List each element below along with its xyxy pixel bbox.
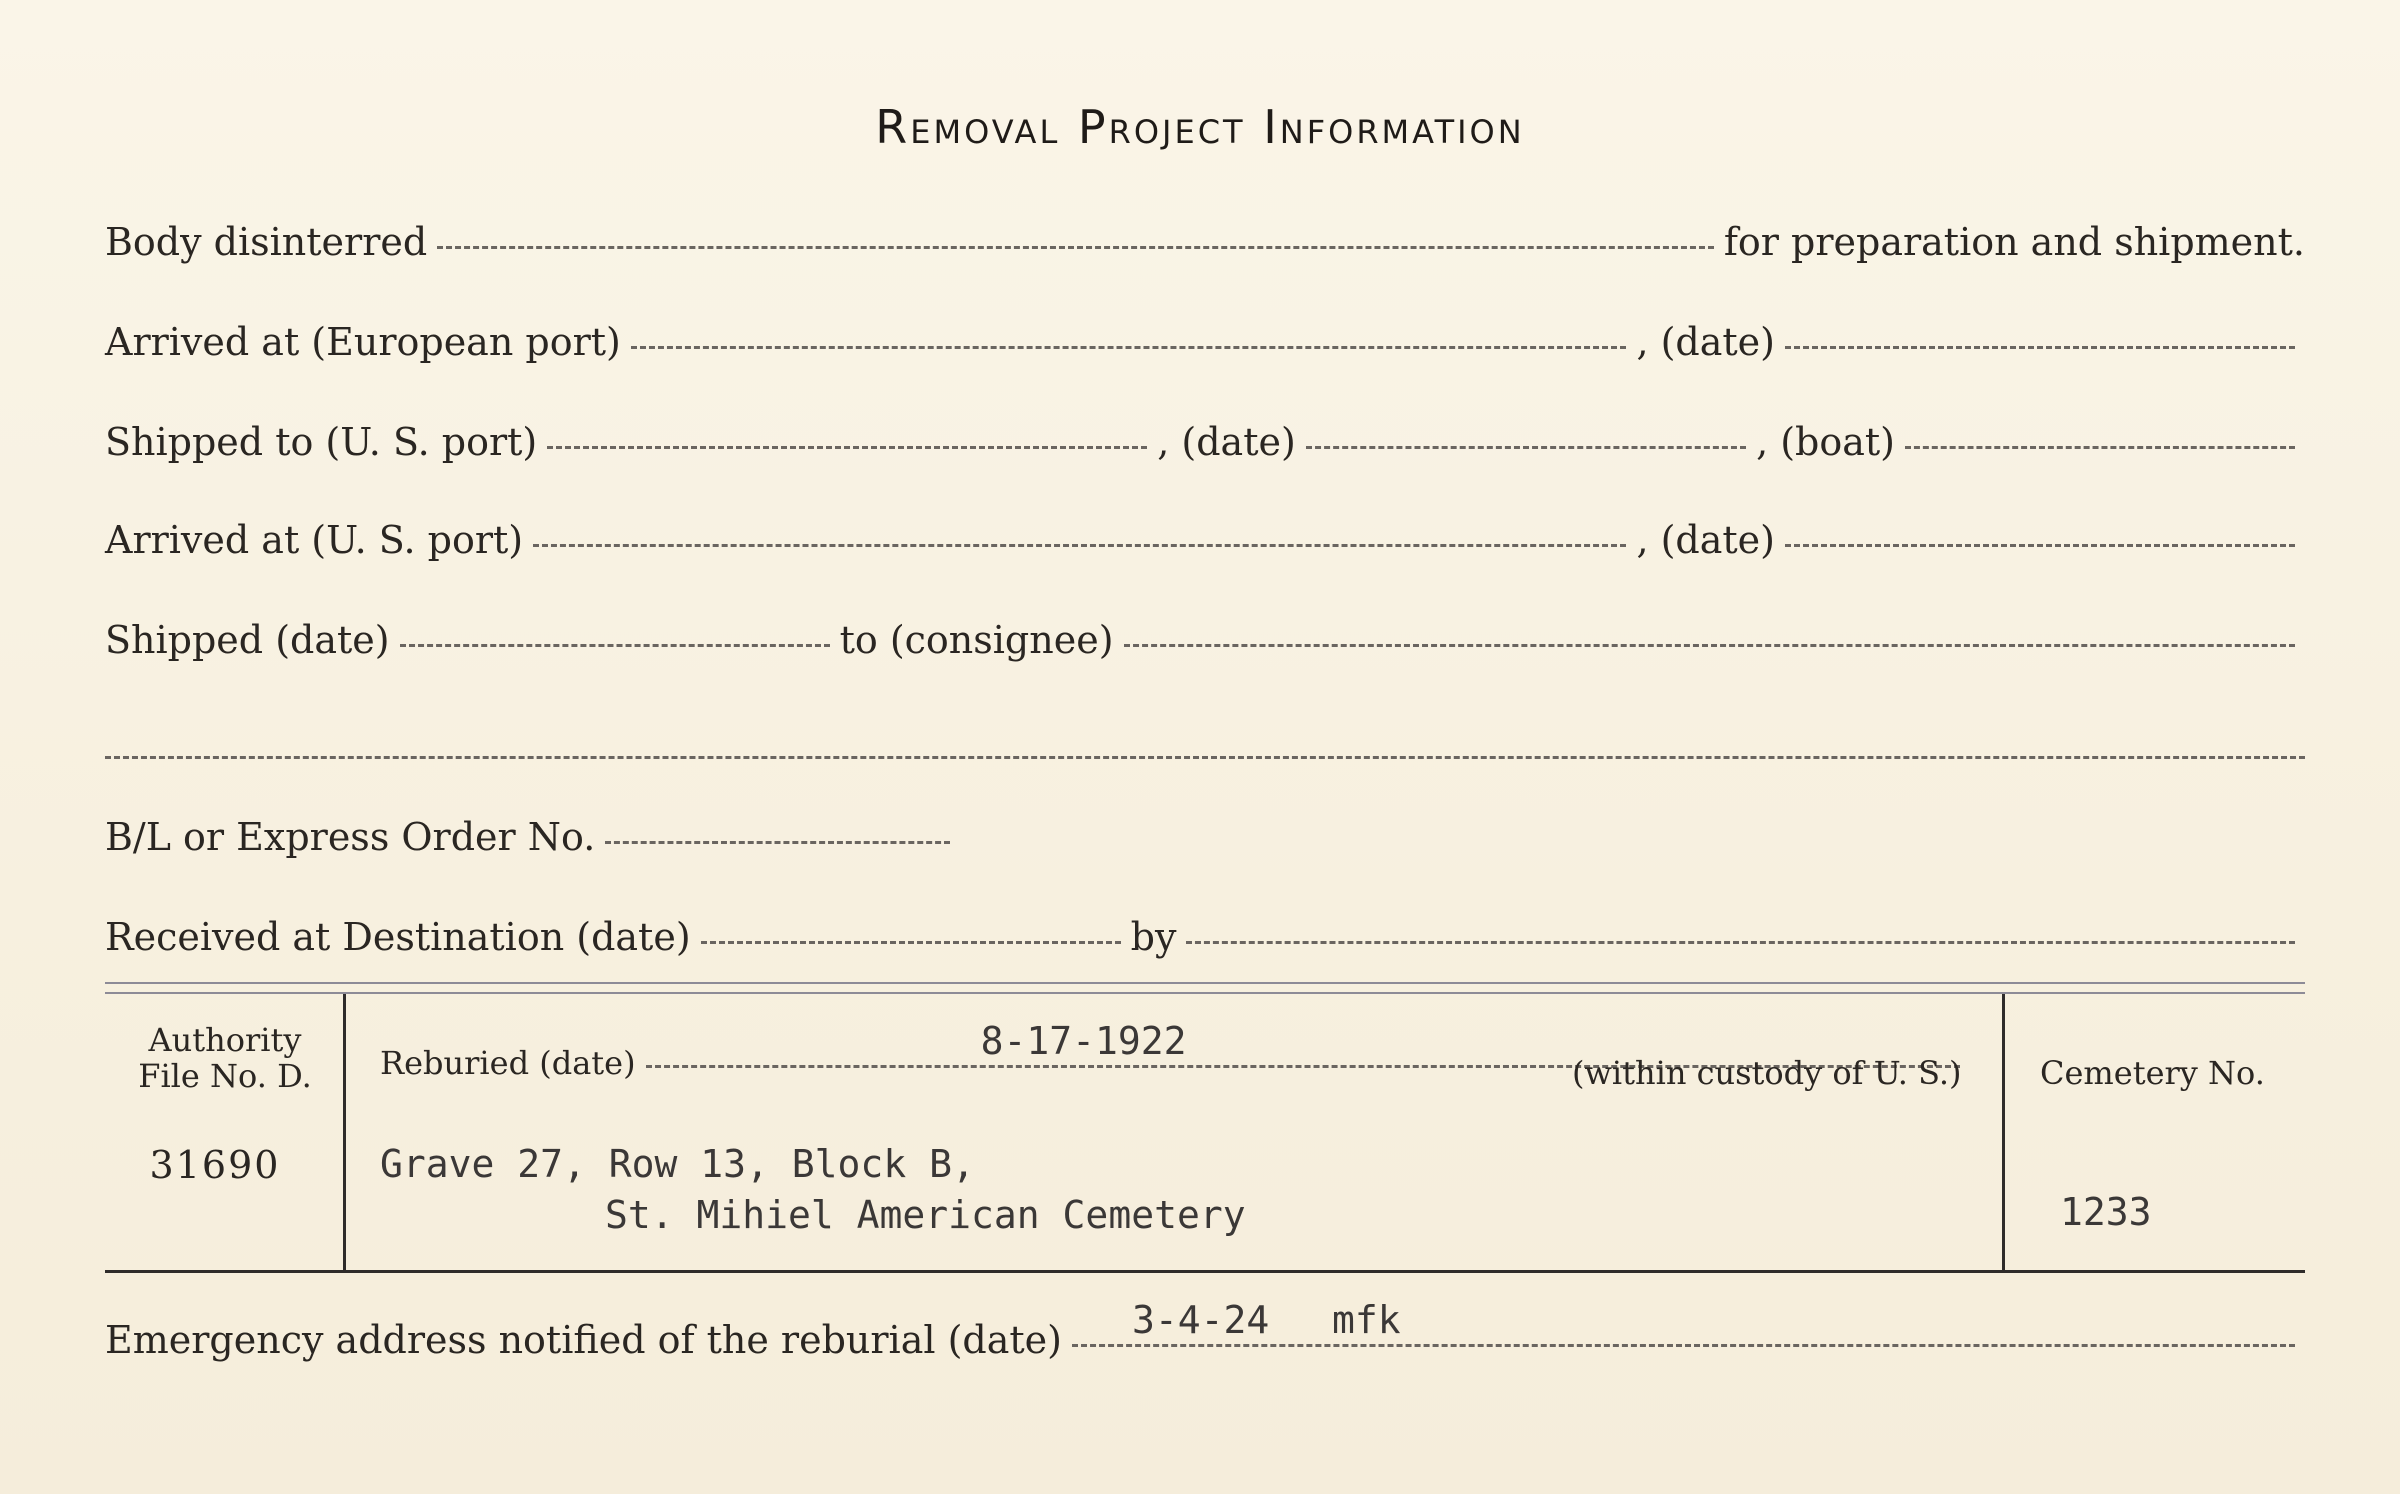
grave-location-line2: St. Mihiel American Cemetery [605,1193,1246,1237]
authority-label-line2: File No. D. [138,1057,312,1095]
column-divider-left [343,994,346,1270]
column-divider-right [2002,994,2005,1270]
arrived-european-field [631,345,1627,349]
row-arrived-us [105,518,2305,562]
received-by-field [1186,940,2295,944]
shipped-us-boat-label: , (boat) [1756,420,1895,464]
shipped-us-port-field [547,445,1147,449]
shipped-us-date-label: , (date) [1157,420,1296,464]
consignee-label: to (consignee) [839,618,1114,662]
emergency-date-value: 3-4-24 [1131,1298,1270,1342]
row-emergency [105,1298,2305,1362]
reburied-date-value: 8-17-1922 [980,1019,1187,1063]
emergency-initials: mfk [1331,1298,1401,1342]
bl-order-label: B/L or Express Order No. [105,815,596,859]
shipped-us-boat-field [1905,445,2295,449]
shipped-date-label: Shipped (date) [105,618,390,662]
body-disinterred-suffix: for preparation and shipment. [1723,220,2305,264]
authority-label [110,1022,340,1094]
custody-label: (within custody of U. S.) [1572,1054,1962,1092]
cemetery-number: 1233 [2060,1190,2152,1234]
bl-order-field [605,840,950,844]
section-divider-bottom [105,1270,2305,1273]
row-shipped-us [105,420,2305,464]
arrived-european-date-field [1785,345,2295,349]
arrived-us-label: Arrived at (U. S. port) [105,518,524,562]
arrived-us-date-field [1785,543,2295,547]
row-shipped-date [105,618,2305,662]
emergency-date-field [1072,1298,2295,1347]
received-label: Received at Destination (date) [105,915,691,959]
shipped-us-label: Shipped to (U. S. port) [105,420,538,464]
received-date-field [701,940,1121,944]
section-divider-top [105,982,2305,984]
row-received [105,915,2305,959]
section-divider-top-second [105,992,2305,994]
arrived-us-date-label: , (date) [1636,518,1775,562]
authority-file-number: 31690 [149,1143,281,1187]
body-disinterred-label: Body disinterred [105,220,428,264]
body-disinterred-field [437,245,1714,249]
consignee-continuation-line [105,756,2305,759]
cemetery-label: Cemetery No. [2040,1054,2265,1092]
shipped-date-field [400,643,830,647]
consignee-field [1124,643,2295,647]
arrived-us-field [533,543,1626,547]
shipped-us-date-field [1306,445,1746,449]
row-arrived-european [105,320,2305,364]
authority-label-line1: Authority [148,1021,302,1059]
reburied-label: Reburied (date) [380,1044,636,1082]
arrived-european-label: Arrived at (European port) [105,320,621,364]
row-bl-order [105,815,2305,859]
card-title: Removal Project Information [875,100,1525,154]
grave-location-line1: Grave 27, Row 13, Block B, [380,1142,975,1186]
arrived-european-date-label: , (date) [1636,320,1775,364]
row-body-disinterred [105,220,2305,264]
received-by-label: by [1130,915,1177,959]
emergency-label: Emergency address notified of the reburial (date) [105,1318,1062,1362]
